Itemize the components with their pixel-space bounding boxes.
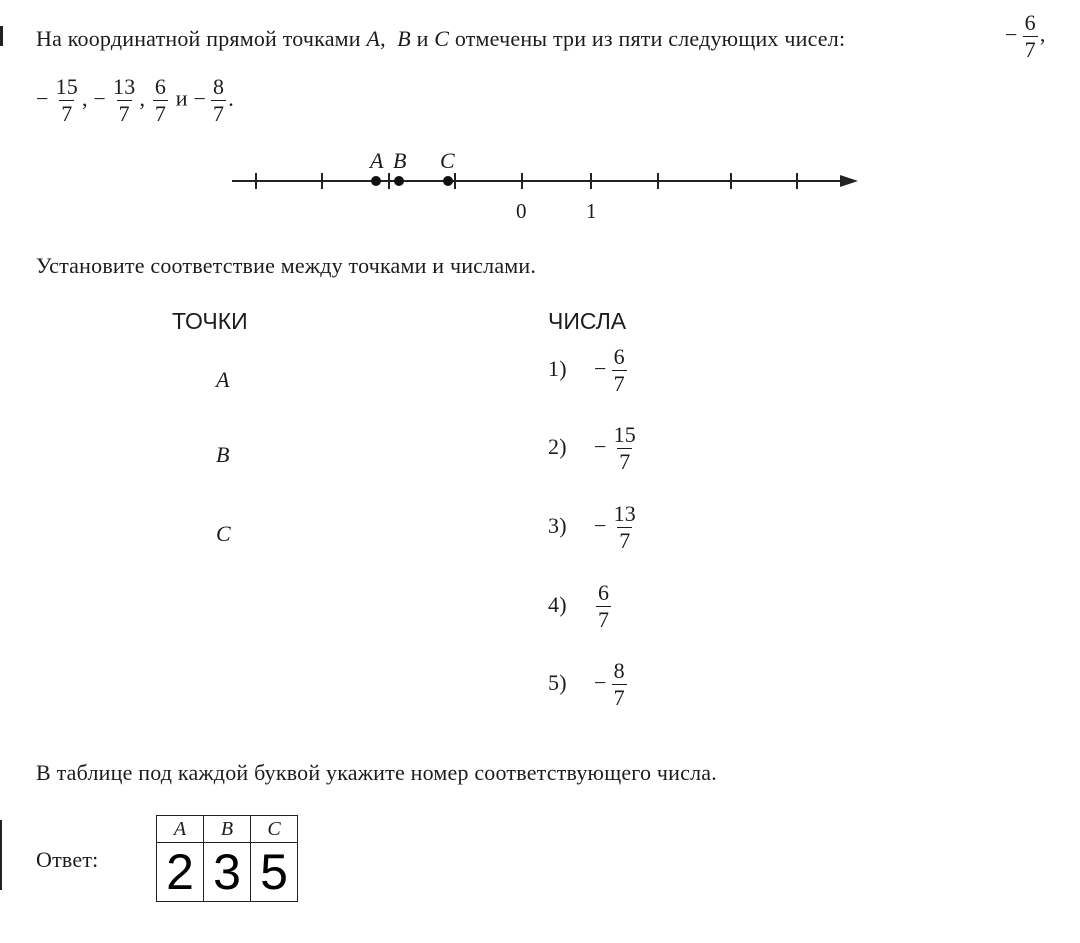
- answer-header-b: B: [204, 816, 251, 843]
- point-a-item: A: [216, 367, 230, 392]
- number-fraction-1: − $\frac{6}{7}$ ,: [1005, 10, 1046, 62]
- table-instruction: В таблице под каждой буквой укажите номер соответствующего числа.: [36, 760, 717, 785]
- points-header: ТОЧКИ: [172, 308, 248, 334]
- point-b-ref: B: [397, 26, 411, 51]
- number-fraction-4: $\frac{6}{7}$: [154, 74, 167, 126]
- answer-label: Ответ:: [36, 847, 99, 872]
- answer-cell-c[interactable]: 5: [251, 843, 298, 902]
- label-a: A: [370, 148, 384, 173]
- option-5: 5) − $\frac{8}{7}$: [548, 658, 625, 710]
- conj-text: и: [416, 26, 429, 51]
- label-one: 1: [586, 199, 597, 223]
- option-4: 4) $\frac{6}{7}$: [548, 580, 610, 632]
- numbers-line-2: [36, 76, 234, 125]
- label-c: C: [440, 148, 455, 173]
- point-c-ref: C: [434, 26, 450, 51]
- axis-arrow-icon: [840, 175, 858, 187]
- numbers-header: ЧИСЛА: [548, 308, 627, 334]
- point-c-item: C: [216, 521, 231, 546]
- answer-header-a: A: [157, 816, 204, 843]
- left-edge-mark: [0, 820, 2, 890]
- instruction-text: Установите соответствие между точками и числами.: [36, 253, 537, 278]
- number-fraction-5: − $\frac{8}{7}$ .: [193, 74, 234, 126]
- point-b-dot: [394, 176, 404, 186]
- label-b: B: [393, 148, 407, 173]
- point-a-ref: A: [366, 26, 381, 51]
- number-fraction-3: − $\frac{13}{7}$ ,: [93, 74, 146, 126]
- number-fraction-2: − $\frac{15}{7}$ ,: [36, 74, 88, 126]
- answer-header-c: C: [251, 816, 298, 843]
- task-intro-line: На координатной прямой точками A, B и C отмечены три из пяти следующих чисел:: [36, 26, 846, 51]
- intro-tail: отмечены три из пяти следующих чисел:: [454, 26, 846, 51]
- left-edge-mark: [0, 26, 3, 46]
- label-zero: 0: [516, 199, 527, 223]
- answer-table: [156, 815, 298, 902]
- number-line: [0, 140, 1080, 230]
- option-2: 2) − $\frac{15}{7}$: [548, 422, 637, 474]
- point-b-item: B: [216, 442, 230, 467]
- option-3: 3) − $\frac{13}{7}$: [548, 501, 637, 553]
- answer-cell-b[interactable]: 3: [204, 843, 251, 902]
- and-word: и: [175, 85, 188, 111]
- intro-text: На координатной прямой точками: [36, 26, 361, 51]
- point-c-dot: [443, 176, 453, 186]
- answer-cell-a[interactable]: 2: [157, 843, 204, 902]
- option-1: 1) − $\frac{6}{7}$: [548, 344, 625, 396]
- point-a-dot: [371, 176, 381, 186]
